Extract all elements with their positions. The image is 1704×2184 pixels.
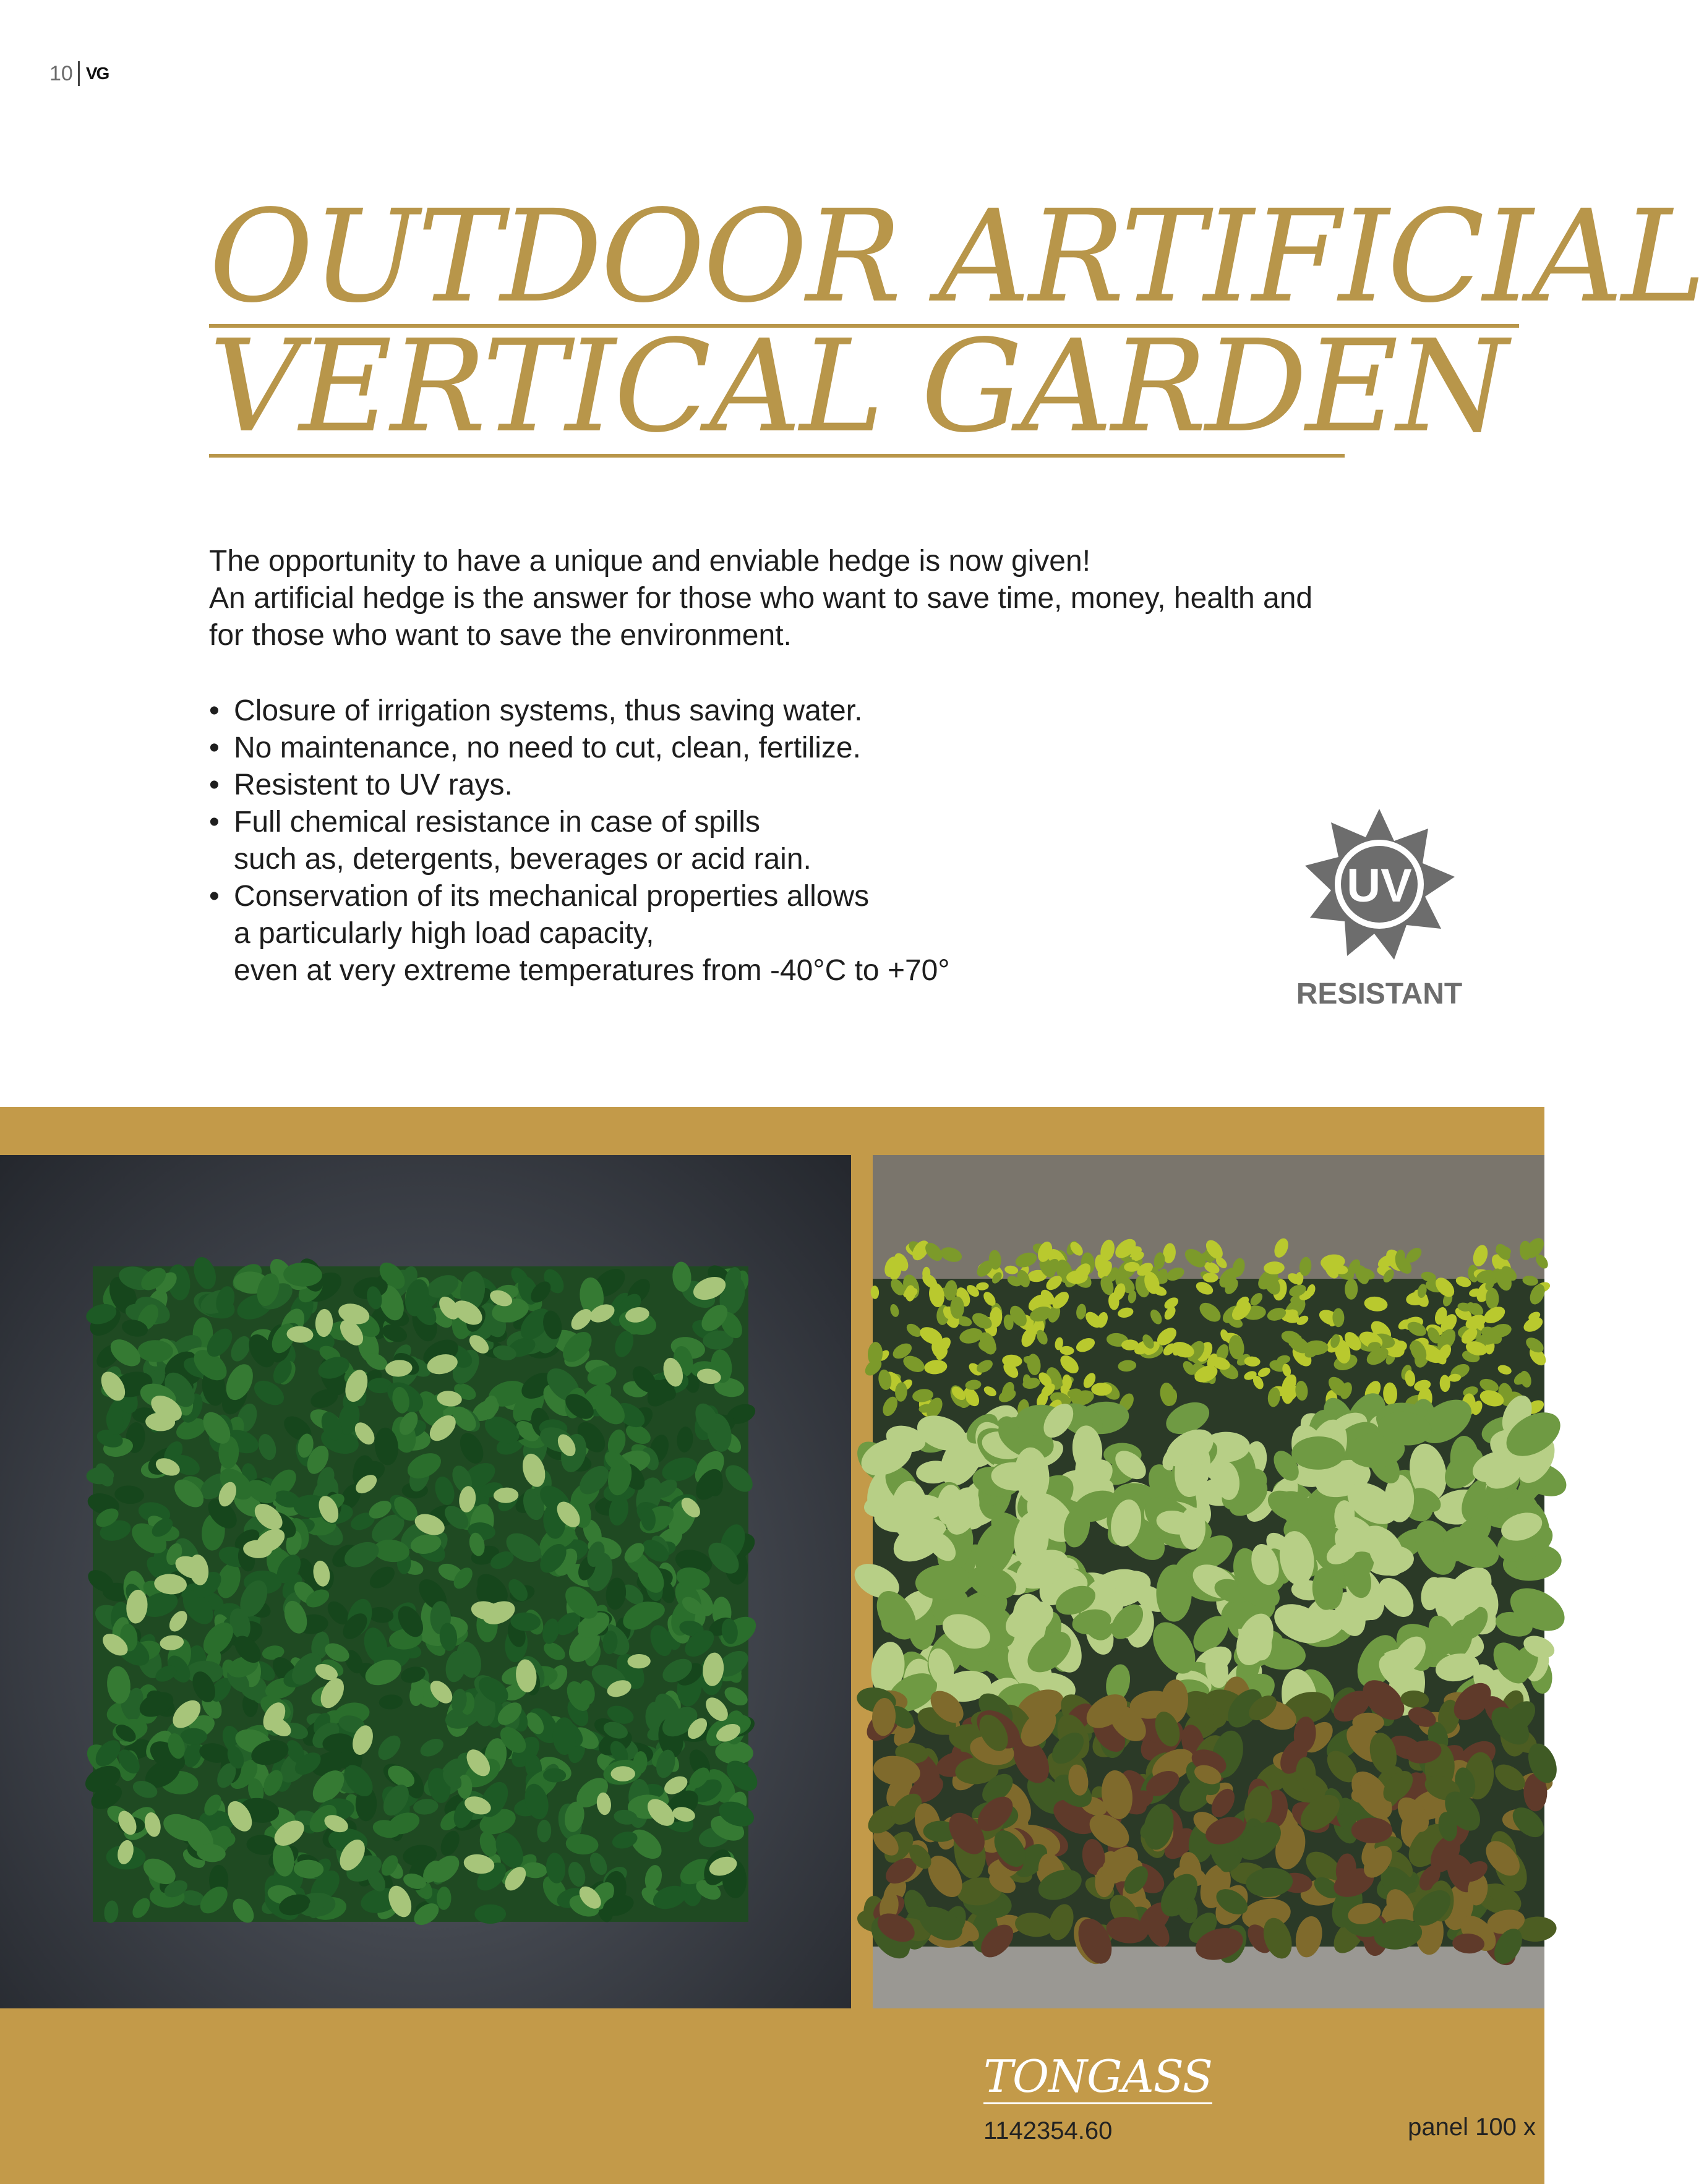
ivy-leaf (474, 1905, 506, 1924)
feature-text: Conservation of its mechanical properties allows (234, 880, 870, 913)
feature-text-continued: even at very extreme temperatures from -40°C to +70° (234, 954, 950, 987)
product-size: panel 100 x (1408, 2114, 1536, 2141)
product-code: 1142354.60 (983, 2117, 1113, 2144)
product-name: TONGASS (983, 2052, 1212, 2104)
ivy-leaf-light (610, 1766, 635, 1781)
feature-text-continued: such as, detergents, beverages or acid rain. (234, 843, 811, 876)
intro-text (209, 543, 1384, 654)
feature-item (209, 804, 1199, 878)
uv-sun-icon (1301, 804, 1457, 965)
uv-resistant-badge (1287, 804, 1472, 1026)
feature-text: No maintenance, no need to cut, clean, fertilize. (234, 732, 861, 764)
intro-line: The opportunity to have a unique and enviable hedge is now given! (209, 545, 1091, 578)
page-title-line-2: VERTICAL GARDEN (209, 312, 1507, 461)
page-header (49, 59, 108, 88)
page-number: 10 (49, 61, 73, 85)
uv-resistant-label: RESISTANT (1296, 978, 1463, 1010)
feature-item (209, 730, 1199, 767)
feature-text: Closure of irrigation systems, thus saving water. (234, 694, 863, 727)
intro-line: for those who want to save the environment. (209, 619, 792, 652)
ivy-leaf (181, 1728, 207, 1745)
feature-text: Resistent to UV rays. (234, 769, 513, 801)
hosta-leaf (1156, 1564, 1191, 1621)
feature-item (209, 693, 1199, 730)
uv-icon-text: UV (1347, 860, 1412, 912)
feature-text-continued: a particularly high load capacity, (234, 917, 654, 950)
brand-logo: VG (85, 64, 109, 83)
green-panel-photo (0, 1155, 851, 2008)
croton-leaf (1352, 1713, 1384, 1733)
header-divider (78, 61, 80, 86)
feature-item (209, 878, 1199, 989)
feature-list (209, 693, 1199, 989)
intro-line: An artificial hedge is the answer for those who want to save time, money, health and (209, 582, 1313, 615)
garden-wall-illustration (873, 1155, 1544, 2008)
vertical-garden-photo (873, 1155, 1544, 2008)
ivy-panel-illustration (0, 1155, 851, 2008)
page-title-line-1: OUTDOOR ARTIFICIAL (209, 182, 1704, 331)
flower-leaf (1091, 1383, 1112, 1396)
feature-text: Full chemical resistance in case of spills (234, 806, 760, 838)
feature-item (209, 767, 1199, 804)
